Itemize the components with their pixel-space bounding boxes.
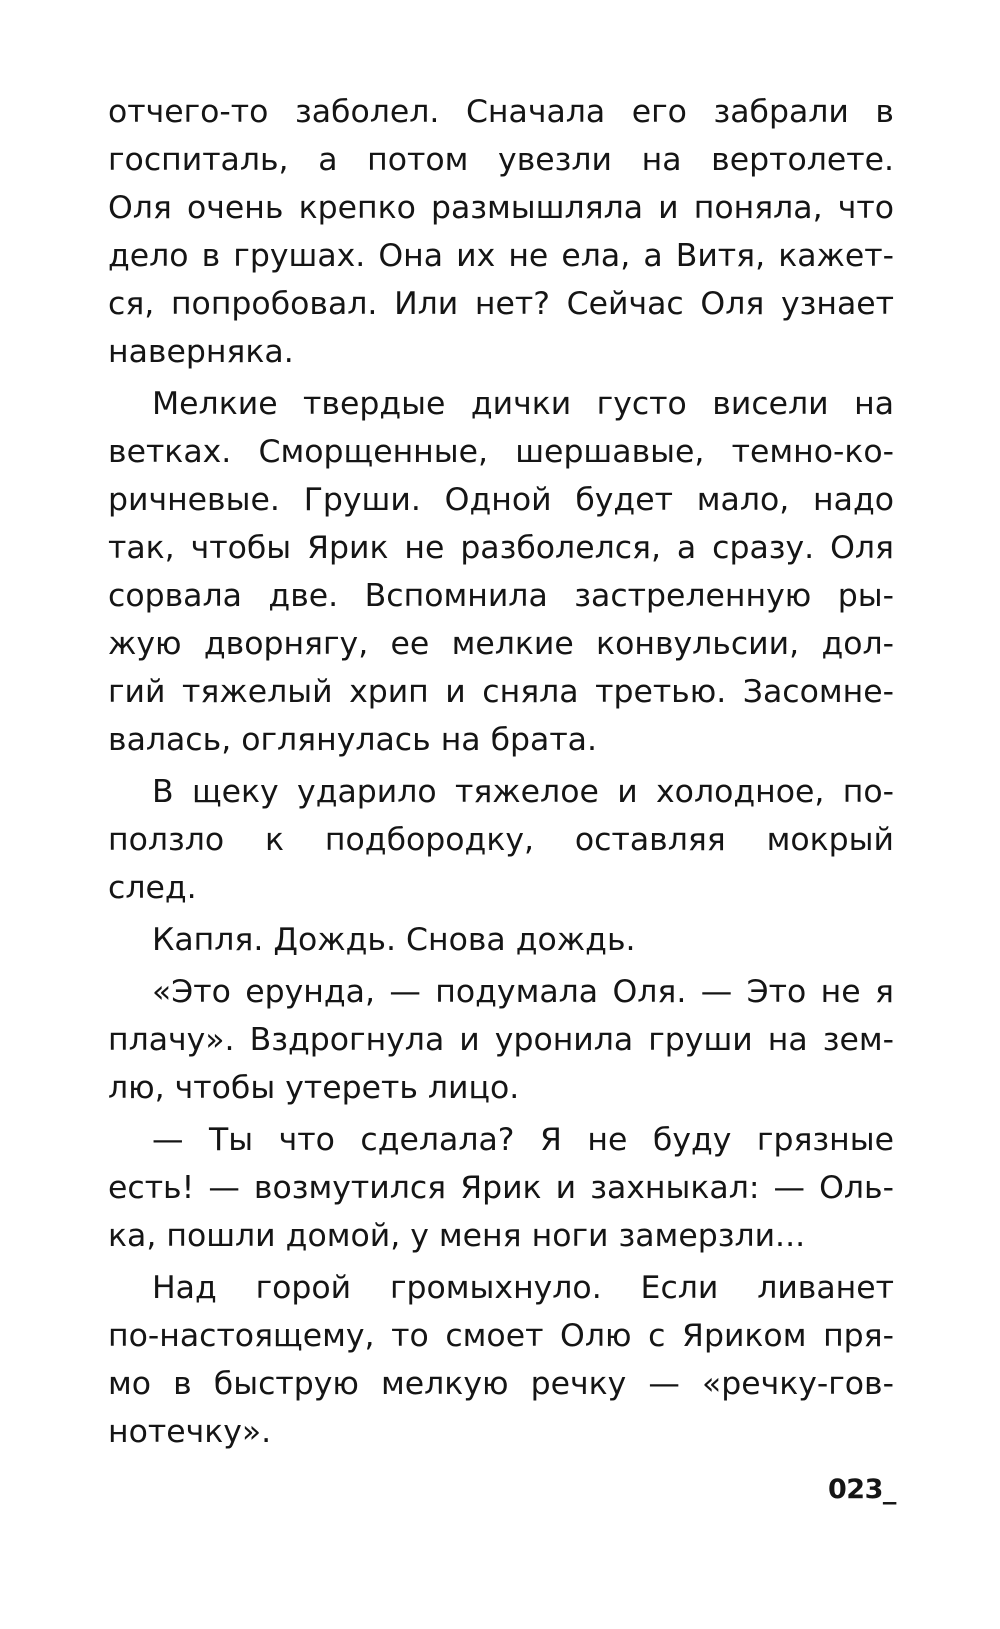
text-line: Капля. Дождь. Снова дождь. (152, 922, 636, 958)
text-line: «Это ерунда, — подумала Оля. — Это не я (152, 974, 894, 1010)
text-line: ветках. Сморщенные, шершавые, темно-ко- (108, 434, 894, 470)
paragraph-7 (108, 1264, 894, 1456)
text-line: жую дворнягу, ее мелкие конвульсии, дол- (108, 626, 894, 662)
text-line: ричневые. Груши. Одной будет мало, надо (108, 482, 894, 518)
text-line: наверняка. (108, 334, 294, 370)
paragraph-6 (108, 1116, 894, 1260)
text-line: гий тяжелый хрип и сняла третью. Засомне- (108, 674, 894, 710)
paragraph-3 (108, 768, 894, 912)
page-text (108, 88, 894, 1456)
text-line: Оля очень крепко размышляла и поняла, что (108, 190, 894, 226)
text-line: госпиталь, а потом увезли на вертолете. (108, 142, 894, 178)
text-line: мо в быструю мелкую речку — «речку-гов- (108, 1366, 894, 1402)
paragraph-2 (108, 380, 894, 764)
text-line: — Ты что сделала? Я не буду грязные (152, 1122, 894, 1158)
paragraph-1 (108, 88, 894, 376)
text-line: плачу». Вздрогнула и уронила груши на зем- (108, 1022, 894, 1058)
paragraph-4 (108, 916, 894, 964)
text-line: В щеку ударило тяжелое и холодное, по- (152, 774, 894, 810)
text-line: Мелкие твердые дички густо висели на (152, 386, 894, 422)
text-line: так, чтобы Ярик не разболелся, а сразу. Оля (108, 530, 894, 566)
text-line: ка, пошли домой, у меня ноги замерзли... (108, 1218, 806, 1254)
text-line: по-настоящему, то смоет Олю с Яриком пря- (108, 1318, 894, 1354)
text-line: нотечку». (108, 1414, 272, 1450)
text-line: ся, попробовал. Или нет? Сейчас Оля узнает (108, 286, 894, 322)
text-line: есть! — возмутился Ярик и захныкал: — Оль- (108, 1170, 894, 1206)
page-number: 023_ (828, 1474, 896, 1505)
paragraph-5 (108, 968, 894, 1112)
text-line: отчего-то заболел. Сначала его забрали в (108, 94, 894, 130)
text-line: валась, оглянулась на брата. (108, 722, 597, 758)
text-line: ползло к подбородку, оставляя мокрый (108, 822, 894, 858)
text-line: дело в грушах. Она их не ела, а Витя, кажет- (108, 238, 894, 274)
text-line: сорвала две. Вспомнила застреленную ры- (108, 578, 894, 614)
text-line: Над горой громыхнуло. Если ливанет (152, 1270, 894, 1306)
text-line: лю, чтобы утереть лицо. (108, 1070, 520, 1106)
text-line: след. (108, 870, 197, 906)
